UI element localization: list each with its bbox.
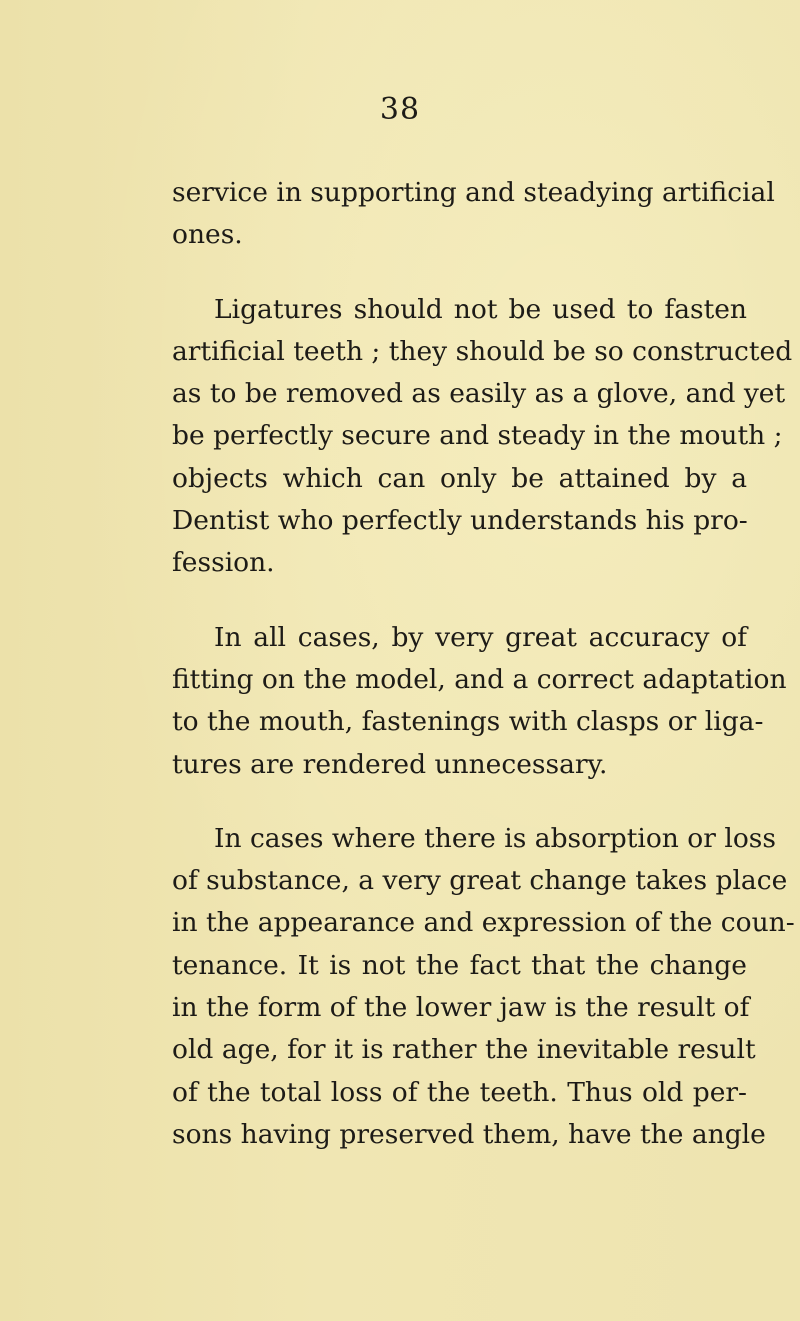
text-line: of substance, a very great change takes place bbox=[172, 865, 788, 897]
text-line: fession. bbox=[172, 547, 275, 579]
text-line: tures are rendered unnecessary. bbox=[172, 748, 608, 780]
text-line: to the mouth, fastenings with clasps or liga- bbox=[172, 706, 764, 738]
text-line: in the form of the lower jaw is the result of bbox=[172, 992, 750, 1024]
paragraph-3 bbox=[172, 617, 787, 786]
text-line: sons having preserved them, have the angle bbox=[172, 1118, 766, 1150]
text-line: In all cases, by very great accuracy of bbox=[214, 621, 747, 653]
text-line: ones. bbox=[172, 219, 243, 251]
text-line: objects which can only be attained by a bbox=[172, 462, 747, 494]
paragraph-4 bbox=[172, 818, 795, 1156]
text-line: fitting on the model, and a correct adaptation bbox=[172, 663, 787, 695]
page-number: 38 bbox=[379, 92, 421, 127]
text-line: Ligatures should not be used to fasten bbox=[214, 293, 747, 325]
text-line: artificial teeth ; they should be so constructed bbox=[172, 335, 793, 367]
body-text bbox=[172, 172, 795, 1188]
text-line: in the appearance and expression of the coun- bbox=[172, 907, 795, 939]
text-line: service in supporting and steadying artificial bbox=[172, 177, 775, 208]
text-line: In cases where there is absorption or loss bbox=[214, 822, 776, 854]
text-line: of the total loss of the teeth. Thus old per- bbox=[172, 1076, 747, 1108]
text-line: as to be removed as easily as a glove, and yet bbox=[172, 378, 786, 410]
paragraph-1 bbox=[172, 172, 775, 257]
paragraph-2 bbox=[172, 289, 793, 585]
text-line: tenance. It is not the fact that the change bbox=[172, 949, 747, 981]
text-line: be perfectly secure and steady in the mouth ; bbox=[172, 420, 783, 452]
text-line: Dentist who perfectly understands his pro- bbox=[172, 505, 748, 537]
text-line: old age, for it is rather the inevitable result bbox=[172, 1034, 756, 1066]
